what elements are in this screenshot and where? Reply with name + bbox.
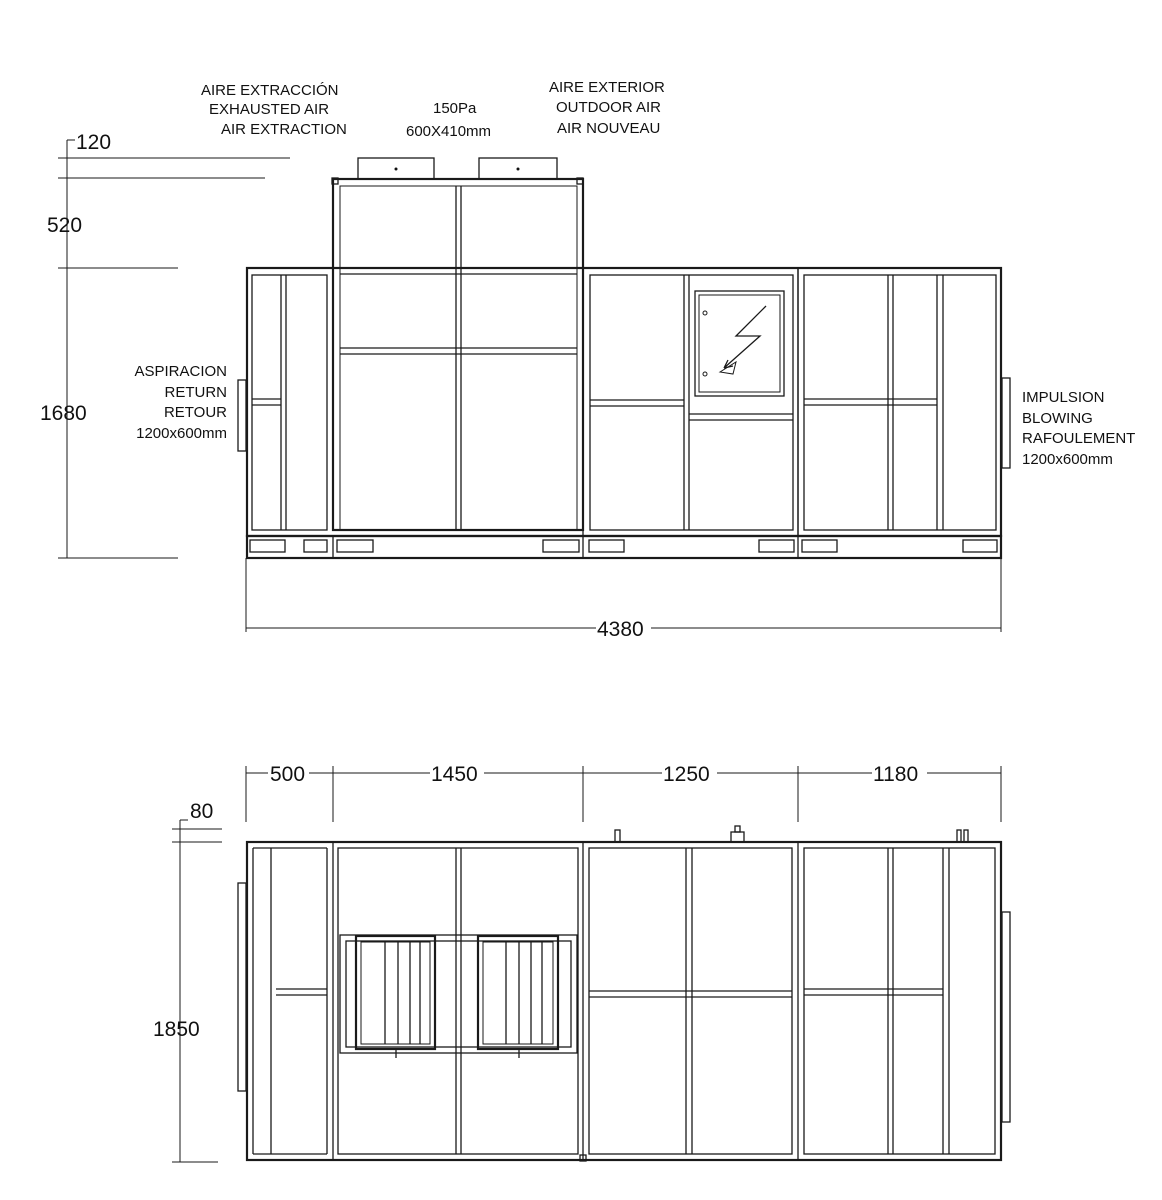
supply-section [798, 268, 1010, 536]
front-elevation [40, 79, 1135, 641]
rear-section-3 [580, 842, 792, 1161]
segment-1250-dimension: 1250 [663, 763, 710, 786]
svg-text:AIRE EXTERIOR: AIRE EXTERIOR [549, 79, 665, 96]
outdoor-louvre [478, 936, 558, 1058]
segment-500-dimension: 500 [270, 763, 306, 786]
rear-height-dimension [153, 800, 222, 1162]
rear-section-4 [798, 842, 1010, 1160]
svg-text:AIR NOUVEAU: AIR NOUVEAU [557, 120, 661, 137]
svg-text:RETOUR: RETOUR [163, 404, 227, 421]
svg-text:RAFOULEMENT: RAFOULEMENT [1022, 430, 1136, 447]
svg-text:EXHAUSTED AIR: EXHAUSTED AIR [209, 101, 330, 118]
exhaust-air-label [201, 82, 347, 138]
svg-text:600X410mm: 600X410mm [406, 123, 492, 140]
top-fittings [615, 826, 968, 842]
svg-text:IMPULSION: IMPULSION [1022, 389, 1105, 406]
outdoor-air-label [549, 79, 665, 137]
svg-text:ASPIRACION: ASPIRACION [134, 363, 227, 380]
segment-1450-dimension: 1450 [431, 763, 478, 786]
rear-section-2 [333, 842, 578, 1160]
svg-text:AIRE EXTRACCIÓN: AIRE EXTRACCIÓN [201, 82, 339, 99]
front-base-frame [247, 536, 1001, 558]
front-length-dimension [246, 558, 1001, 641]
rear-section-1 [238, 848, 327, 1154]
svg-text:AIR EXTRACTION: AIR EXTRACTION [221, 121, 347, 138]
rear-left-opening [238, 883, 246, 1091]
front-main-height-dimension: 1680 [40, 402, 87, 425]
high-voltage-icon [724, 306, 766, 368]
rear-right-opening [1002, 912, 1010, 1122]
blowing-air-label [1022, 389, 1135, 468]
svg-text:150Pa: 150Pa [433, 100, 477, 117]
total-length-dimension: 4380 [597, 618, 644, 641]
svg-text:RETURN: RETURN [164, 384, 227, 401]
return-air-opening [238, 380, 246, 451]
supply-air-opening [1002, 378, 1010, 468]
front-top-offset-dimension: 120 [76, 131, 112, 154]
svg-text:1200x600mm: 1200x600mm [1022, 451, 1113, 468]
rear-height-value: 1850 [153, 1018, 200, 1041]
svg-text:BLOWING: BLOWING [1022, 410, 1093, 427]
fan-section [583, 268, 798, 536]
rear-elevation [153, 763, 1010, 1162]
upper-module [332, 178, 583, 530]
rear-top-offset-dimension: 80 [190, 800, 214, 823]
exhaust-louvre [356, 936, 435, 1058]
svg-text:1200x600mm: 1200x600mm [136, 425, 227, 442]
segment-dimensions [246, 763, 1001, 822]
return-section [238, 275, 327, 530]
exhaust-duct-outlet [358, 158, 434, 179]
segment-1180-dimension: 1180 [873, 763, 919, 786]
svg-text:OUTDOOR AIR: OUTDOOR AIR [556, 99, 662, 116]
return-air-label [134, 363, 227, 442]
front-upper-height-dimension: 520 [47, 214, 83, 237]
electrical-panel [695, 291, 784, 396]
outdoor-duct-inlet [479, 158, 557, 179]
duct-spec-label [406, 100, 491, 140]
